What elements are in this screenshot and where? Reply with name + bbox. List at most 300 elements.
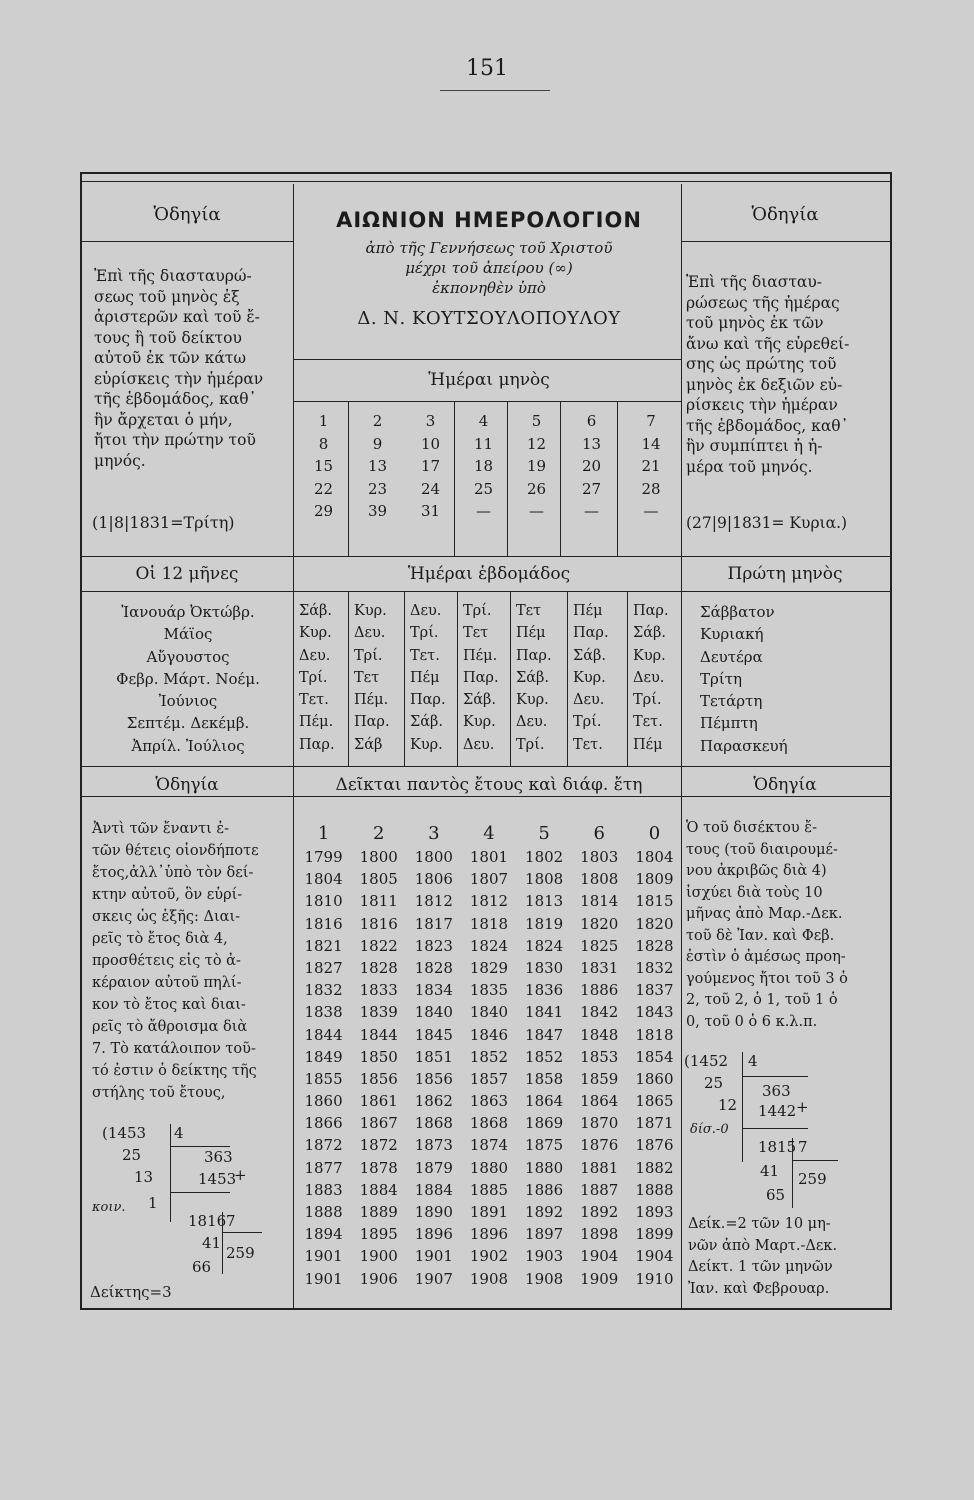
first-day-name: Παρασκευή <box>700 736 788 755</box>
month-day-cell: 3 <box>425 412 436 430</box>
year-cell: 1800 <box>359 848 398 866</box>
year-cell: 1803 <box>580 848 619 866</box>
year-cell: 1876 <box>635 1136 674 1155</box>
year-cell: 1880 <box>525 1158 564 1177</box>
year-cell: 1812 <box>469 892 509 911</box>
weekday-cell: Κυρ. <box>573 669 606 686</box>
year-cell: 1895 <box>359 1225 398 1244</box>
year-cell: 1815 <box>635 892 674 911</box>
calc-plus: + <box>234 1166 247 1184</box>
year-cell: 1831 <box>580 958 619 977</box>
rcalc-dividend: (1452 <box>684 1052 729 1070</box>
calc-total: 1816 <box>188 1212 227 1230</box>
weekday-cell: Τετ. <box>633 714 663 731</box>
left-guide-header: Ὁδηγία <box>153 204 221 225</box>
year-cell: 1807 <box>469 870 509 889</box>
right-guide-text <box>686 272 888 477</box>
year-cell: 1880 <box>469 1158 509 1177</box>
year-cell: 1888 <box>304 1203 343 1221</box>
year-cell: 1836 <box>525 981 564 1000</box>
year-cell: 1821 <box>304 936 343 955</box>
lower-left-line: κον τὸ ἔτος καὶ διαι- <box>92 997 246 1013</box>
year-cell: 1864 <box>580 1092 619 1111</box>
month-day-cell: 23 <box>367 479 388 498</box>
lower-right-line: ἰσχύει διὰ τοὺς 10 <box>686 884 823 901</box>
month-day-cell: 22 <box>313 479 334 498</box>
weekday-cell: Πέμ. <box>463 647 498 664</box>
rcalc-label: δίσ.-0 <box>690 1122 729 1137</box>
weekday-cell: Πέμ <box>516 625 546 642</box>
month-group: Ἰανουάρ Ὀκτώβρ. <box>121 603 255 621</box>
year-cell: 1861 <box>359 1092 398 1111</box>
year-cell: 1908 <box>525 1269 564 1288</box>
calc-rem-1: 41 <box>202 1234 222 1252</box>
month-day-cell: — <box>529 502 544 521</box>
year-cell: 1838 <box>304 1003 343 1022</box>
calc-rule-3 <box>222 1232 262 1233</box>
month-day-cell: 13 <box>581 434 602 453</box>
year-cell: 1868 <box>469 1114 509 1133</box>
weekday-cell: Σάβ. <box>299 603 333 619</box>
year-cell: 1833 <box>359 981 398 1000</box>
year-cell: 1808 <box>525 870 564 889</box>
weekday-cell: Σάβ. <box>573 647 607 664</box>
month-day-cell: — <box>584 502 599 521</box>
first-day-header: Πρώτη μηνὸς <box>727 564 843 584</box>
year-cell: 1846 <box>469 1025 509 1044</box>
year-cell: 1835 <box>469 981 509 1000</box>
lower-right-note: Δείκ.=2 τῶν 10 μη- <box>688 1216 831 1232</box>
lower-rule <box>82 766 890 767</box>
year-cell: 1901 <box>304 1269 343 1288</box>
year-cell: 1860 <box>635 1069 674 1088</box>
year-cell: 1865 <box>635 1092 674 1111</box>
year-cell: 1857 <box>469 1069 509 1088</box>
year-cell: 1843 <box>635 1003 674 1022</box>
rcalc-bar-2 <box>792 1138 793 1208</box>
year-cell: 1828 <box>359 958 398 977</box>
year-cell: 1890 <box>414 1203 453 1221</box>
year-cell: 1904 <box>635 1247 674 1266</box>
year-cell: 1878 <box>359 1158 398 1177</box>
left-guide-line: ἤτοι τὴν πρώτην τοῦ <box>94 431 256 449</box>
lower-right-line: γούμενος ἤτοι τοῦ 3 ὁ <box>686 970 848 987</box>
rcalc-plus: + <box>796 1098 809 1116</box>
month-day-cell: 10 <box>420 434 441 453</box>
calendar-subtitle <box>296 238 682 298</box>
lower-right-line: τοῦ δὲ Ἰαν. καὶ Φεβ. <box>686 927 835 944</box>
page-number: 151 <box>466 56 508 81</box>
year-cell: 1898 <box>580 1225 619 1244</box>
year-cell: 1884 <box>414 1180 453 1199</box>
subtitle-line: ἐκπονηθὲν ὑπὸ <box>432 279 546 297</box>
month-day-cell: 18 <box>473 457 494 476</box>
year-cell: 1814 <box>580 892 619 911</box>
year-cell: 1840 <box>414 1003 453 1022</box>
rcalc-quotient: 363 <box>762 1082 791 1100</box>
month-day-cell: 5 <box>531 412 542 430</box>
weekday-cell: Τρί. <box>354 647 383 664</box>
year-cell: 1840 <box>469 1003 509 1022</box>
lower-right-calc <box>684 1052 888 1212</box>
lower-left-text <box>92 818 294 1104</box>
weekday-cell: Πέμ <box>410 669 440 686</box>
year-cell: 1827 <box>304 958 343 977</box>
month-day-cell: 39 <box>367 502 388 521</box>
right-guide-example: (27|9|1831= Κυρια.) <box>686 514 848 532</box>
month-day-cell: 7 <box>646 412 656 430</box>
weekday-cell: Παρ. <box>573 625 609 642</box>
year-cell: 1856 <box>414 1069 453 1088</box>
calc-line-2: 25 <box>122 1146 142 1164</box>
lower-left-line: προσθέτεις εἰς τὸ ἀ- <box>92 953 241 969</box>
year-index: 0 <box>648 823 661 844</box>
year-cell: 1897 <box>525 1225 564 1244</box>
lower-left-calc <box>88 1124 293 1274</box>
right-guide-line: τῆς ἑβδομάδος, καθ᾽ <box>686 416 849 435</box>
calc-rule-2 <box>170 1192 230 1193</box>
year-cell: 1820 <box>635 914 674 933</box>
weekday-cell: Τετ <box>354 669 380 686</box>
month-day-cell: 25 <box>473 479 494 498</box>
year-cell: 1896 <box>414 1225 453 1244</box>
year-cell: 1825 <box>580 936 619 955</box>
year-cell: 1829 <box>469 958 509 977</box>
weekday-cell: Παρ. <box>410 692 446 709</box>
year-cell: 1864 <box>525 1092 564 1111</box>
right-guide-line: μηνὸς ἐκ δεξιῶν εὑ- <box>686 375 843 394</box>
year-cell: 1818 <box>635 1025 674 1044</box>
first-day-name: Τρίτη <box>700 669 742 688</box>
year-cell: 1852 <box>469 1047 509 1066</box>
rcalc-divisor: 4 <box>748 1052 758 1070</box>
month-day-cell: 14 <box>641 434 661 453</box>
weekday-cell: Παρ. <box>633 603 669 619</box>
weekday-cell: Τρί. <box>410 625 439 642</box>
weekday-cell: Τετ. <box>410 647 440 664</box>
weekday-cell: Πέμ. <box>354 692 389 709</box>
year-cell: 1844 <box>359 1025 398 1044</box>
lower-left-line: Ἀντὶ τῶν ἔναντι ἐ- <box>92 821 230 837</box>
month-day-cell: 6 <box>586 412 597 430</box>
year-cell: 1904 <box>580 1247 619 1266</box>
weekday-cell: Κυρ. <box>299 625 332 642</box>
lower-right-line: νου ἀκριβῶς διὰ 4) <box>686 863 827 879</box>
days-header-top-rule <box>293 359 681 360</box>
year-cell: 1800 <box>414 848 453 866</box>
month-day-cell: 12 <box>526 434 547 453</box>
month-group: Μάϊος <box>163 625 213 644</box>
year-cell: 1832 <box>635 958 674 977</box>
weekday-cell: Πέμ <box>573 603 603 619</box>
right-guide-line: ἄνω καὶ τῆς εὑρεθεί- <box>686 334 850 353</box>
year-cell: 1886 <box>525 1180 564 1199</box>
weekday-cell: Παρ. <box>354 714 390 731</box>
year-index-row <box>296 823 682 844</box>
lower-left-result: Δείκτης=3 <box>90 1283 172 1301</box>
year-cell: 1806 <box>414 870 453 889</box>
left-guide-line: ἀριστερῶν καὶ τοῦ ἔ- <box>94 308 260 326</box>
lower-left-line: στήλης τοῦ ἔτους, <box>92 1085 226 1101</box>
weekday-cell: Δευ. <box>633 669 665 686</box>
month-day-cell: 17 <box>420 457 441 476</box>
weekday-cell: Δευ. <box>463 736 495 753</box>
year-cell: 1830 <box>525 958 564 977</box>
calc-seven: 7 <box>226 1212 236 1230</box>
year-cell: 1874 <box>469 1136 509 1155</box>
lower-right-note: Δείκτ. 1 τῶν μηνῶν <box>688 1259 833 1275</box>
rcalc-seven: 7 <box>798 1138 808 1156</box>
year-cell: 1899 <box>635 1225 674 1244</box>
weekday-cell: Παρ. <box>299 736 335 753</box>
lower-right-header: Ὁδηγία <box>753 775 817 795</box>
year-cell: 1875 <box>525 1136 564 1155</box>
year-cell: 1828 <box>414 958 453 977</box>
month-group: Αὔγουστος <box>146 647 230 666</box>
year-cell: 1817 <box>414 914 453 933</box>
year-cell: 1871 <box>635 1114 674 1133</box>
year-cell: 1892 <box>525 1203 564 1221</box>
lower-right-text <box>686 818 888 1033</box>
right-guide-line: μέρα τοῦ μηνός. <box>686 457 813 476</box>
month-day-cell: — <box>476 502 491 521</box>
lower-right-line: 2, τοῦ 2, ὁ 1, τοῦ 1 ὁ <box>686 992 838 1008</box>
left-guide-line: τους ἢ τοῦ δείκτου <box>94 328 242 347</box>
month-day-cell: 27 <box>581 479 602 498</box>
month-group: Ἰούνιος <box>158 692 218 711</box>
year-cell: 1849 <box>304 1047 343 1066</box>
year-cell: 1828 <box>635 936 674 955</box>
lower-right-line: Ὁ τοῦ δισέκτου ἔ- <box>686 820 817 836</box>
subtitle-line: ἀπὸ τῆς Γεννήσεως τοῦ Χριστοῦ <box>365 239 613 257</box>
weekday-cell: Κυρ. <box>633 647 666 664</box>
right-header-rule <box>681 241 890 242</box>
year-cell: 1816 <box>359 914 398 933</box>
weekday-cell: Τρί. <box>633 692 662 709</box>
weekday-cell: Κυρ. <box>410 736 443 753</box>
calc-divisor: 4 <box>174 1124 184 1142</box>
weekday-cell: Παρ. <box>516 647 552 664</box>
year-cell: 1896 <box>469 1225 509 1244</box>
rcalc-rule <box>742 1076 808 1077</box>
year-cell: 1883 <box>304 1180 343 1199</box>
year-cell: 1856 <box>359 1069 398 1088</box>
year-cell: 1799 <box>304 848 343 866</box>
year-cell: 1876 <box>580 1136 619 1155</box>
lower-right-notes <box>688 1214 888 1300</box>
months-header: Οἱ 12 μῆνες <box>135 564 239 584</box>
year-cell: 1862 <box>414 1092 453 1111</box>
year-cell: 1907 <box>414 1269 453 1288</box>
year-cell: 1909 <box>580 1269 619 1288</box>
first-day-name: Κυριακή <box>700 625 764 644</box>
year-cell: 1888 <box>635 1180 674 1199</box>
month-day-cell: 28 <box>641 479 661 498</box>
weekday-cell: Δευ. <box>573 692 605 709</box>
year-cell: 1811 <box>359 892 398 911</box>
year-cell: 1886 <box>580 981 619 1000</box>
weekday-cell: Παρ. <box>463 669 499 686</box>
subtitle-line: μέχρι τοῦ ἀπείρου (∞) <box>405 259 573 277</box>
year-cell: 1851 <box>414 1047 453 1066</box>
weekday-cell: Δευ. <box>410 603 442 619</box>
weekday-cell: Κυρ. <box>354 603 387 619</box>
year-cell: 1837 <box>635 981 674 1000</box>
year-cell: 1809 <box>635 870 674 889</box>
left-header-rule <box>82 241 293 242</box>
year-cell: 1848 <box>580 1025 619 1044</box>
weekday-cell: Τετ. <box>573 736 603 753</box>
year-index: 3 <box>428 823 440 844</box>
lower-left-line: ἔτος,ἀλλ᾽ὑπὸ τὸν δεί- <box>92 865 254 881</box>
weekday-cell: Τρί. <box>463 603 492 619</box>
month-day-cell: 13 <box>367 457 388 476</box>
year-cell: 1819 <box>525 914 564 933</box>
year-cell: 1839 <box>359 1003 398 1022</box>
left-guide-line: εὑρίσκεις τὴν ἡμέραν <box>94 369 264 388</box>
rcalc-result: 259 <box>798 1170 827 1188</box>
weekday-cell: Τρί. <box>516 736 545 753</box>
right-guide-line: ἣν συμπίπτει ἡ ἡ- <box>686 437 823 455</box>
year-cell: 1887 <box>580 1180 619 1199</box>
first-day-name: Τετάρτη <box>700 692 763 711</box>
left-guide-line: σεως τοῦ μηνὸς ἐξ <box>94 287 240 306</box>
lower-right-note: Ἰαν. καὶ Φεβρουαρ. <box>688 1280 830 1297</box>
year-index: 1 <box>317 823 330 844</box>
month-day-cell: 11 <box>473 434 494 453</box>
months-list <box>88 603 288 759</box>
year-cell: 1889 <box>359 1203 398 1221</box>
year-cell: 1841 <box>525 1003 564 1022</box>
lower-left-line: κέραιον αὐτοῦ πηλί- <box>92 975 242 991</box>
year-cell: 1808 <box>580 870 619 889</box>
year-cell: 1805 <box>359 870 398 889</box>
weekday-cell: Τρί. <box>573 714 602 731</box>
rcalc-bar <box>742 1052 743 1162</box>
year-cell: 1867 <box>359 1114 398 1133</box>
weekday-cell: Κυρ. <box>463 714 496 731</box>
month-group: Φεβρ. Μάρτ. Νοέμ. <box>116 669 260 688</box>
month-day-cell: 4 <box>478 412 489 430</box>
page-number-rule <box>440 90 550 91</box>
lower-left-line: ρεῖς τὸ ἔτος διὰ 4, <box>92 931 228 947</box>
month-day-cell: 26 <box>526 479 547 498</box>
year-cell: 1852 <box>525 1047 564 1066</box>
month-day-cell: 20 <box>581 457 602 476</box>
year-cell: 1845 <box>414 1025 453 1044</box>
year-cell: 1873 <box>414 1136 453 1155</box>
weekdays-grid <box>296 603 682 759</box>
lower-header-rule <box>82 796 890 797</box>
right-guide-line: ρίσκεις τὴν ἡμέραν <box>686 396 838 414</box>
year-index: 6 <box>593 823 605 844</box>
month-day-cell: 8 <box>318 434 329 453</box>
first-day-name: Δευτέρα <box>700 647 763 666</box>
lower-left-line: τό ἐστιν ὁ δείκτης τῆς <box>92 1063 257 1079</box>
year-cell: 1823 <box>414 936 453 955</box>
year-cell: 1842 <box>580 1003 619 1022</box>
year-cell: 1870 <box>580 1114 619 1133</box>
calc-line-3: 13 <box>134 1168 154 1186</box>
weekday-cell: Δευ. <box>299 647 331 664</box>
lower-right-line: μῆνας ἀπὸ Μαρ.-Δεκ. <box>686 906 843 922</box>
year-cell: 1844 <box>304 1025 343 1044</box>
lower-left-line: ρεῖς τὸ ἄθροισμα διὰ <box>92 1019 248 1035</box>
year-index: 2 <box>372 823 385 844</box>
year-cell: 1902 <box>469 1247 509 1266</box>
rcalc-sum: 1442 <box>758 1102 797 1120</box>
weekday-cell: Δευ. <box>516 714 548 731</box>
weekday-header-rule <box>82 591 890 592</box>
years-header: Δεῖκται παντὸς ἔτους καὶ διάφ. ἔτη <box>335 775 643 795</box>
year-cell: 1834 <box>414 981 453 1000</box>
year-cell: 1812 <box>414 892 453 911</box>
lower-left-line: 7. Τὸ κατάλοιπον τοῦ- <box>92 1041 256 1057</box>
days-header-bottom-rule <box>293 401 681 402</box>
year-cell: 1900 <box>359 1247 398 1266</box>
month-group: Σεπτέμ. Δεκέμβ. <box>126 714 250 733</box>
year-cell: 1822 <box>359 936 398 955</box>
year-cell: 1847 <box>525 1025 564 1044</box>
year-cell: 1884 <box>359 1180 398 1199</box>
year-cell: 1824 <box>525 936 564 955</box>
year-cell: 1804 <box>635 848 674 866</box>
years-grid <box>296 848 682 1292</box>
year-cell: 1818 <box>469 914 509 933</box>
year-cell: 1879 <box>414 1158 453 1177</box>
top-double-rule <box>80 181 892 182</box>
lower-right-line: 0, τοῦ 0 ὁ 6 κ.λ.π. <box>686 1013 818 1030</box>
calc-sum: 1453 <box>198 1170 237 1188</box>
right-guide-line: σης ὡς πρώτης τοῦ <box>686 355 837 373</box>
weekday-cell: Πέμ. <box>299 714 334 731</box>
year-cell: 1891 <box>469 1203 509 1221</box>
weekday-cell: Σάβ <box>354 736 383 753</box>
year-cell: 1908 <box>469 1269 509 1288</box>
year-cell: 1820 <box>580 914 619 933</box>
left-guide-line: ἣν ἄρχεται ὁ μήν, <box>94 410 233 429</box>
weekday-cell: Σάβ. <box>463 692 497 709</box>
weekday-cell: Τετ. <box>299 692 329 709</box>
left-guide-example: (1|8|1831=Τρίτη) <box>92 513 235 532</box>
year-cell: 1858 <box>525 1069 564 1088</box>
year-cell: 1892 <box>580 1203 619 1221</box>
year-index: 5 <box>538 823 550 844</box>
year-cell: 1901 <box>414 1247 453 1266</box>
year-cell: 1893 <box>635 1203 674 1221</box>
year-cell: 1901 <box>304 1247 343 1266</box>
year-cell: 1885 <box>469 1180 509 1199</box>
calendar-author: Δ. Ν. ΚΟΥΤΣΟΥΛΟΠΟΥΛΟΥ <box>357 308 621 329</box>
year-cell: 1832 <box>304 981 343 1000</box>
year-cell: 1853 <box>580 1047 619 1066</box>
lower-left-line: κτην αὐτοῦ, ὃν εὑρί- <box>92 887 243 903</box>
calc-dividend: (1453 <box>102 1124 147 1142</box>
right-guide-line: Ἐπὶ τῆς διασταυ- <box>686 273 823 291</box>
weekday-cell: Τετ <box>463 625 489 642</box>
month-day-cell: 24 <box>420 479 441 498</box>
right-guide-line: τοῦ μηνὸς ἐκ τῶν <box>686 314 824 332</box>
left-guide-line: Ἐπὶ τῆς διασταυρώ- <box>94 267 252 285</box>
weekday-cell: Τρί. <box>299 669 328 686</box>
year-cell: 1868 <box>414 1114 453 1133</box>
year-cell: 1855 <box>304 1069 343 1088</box>
weekday-cell: Δευ. <box>354 625 386 642</box>
rcalc-rem-2: 65 <box>766 1186 786 1204</box>
year-cell: 1877 <box>304 1158 343 1177</box>
year-cell: 1906 <box>359 1269 398 1288</box>
month-day-cell: 21 <box>641 457 661 476</box>
